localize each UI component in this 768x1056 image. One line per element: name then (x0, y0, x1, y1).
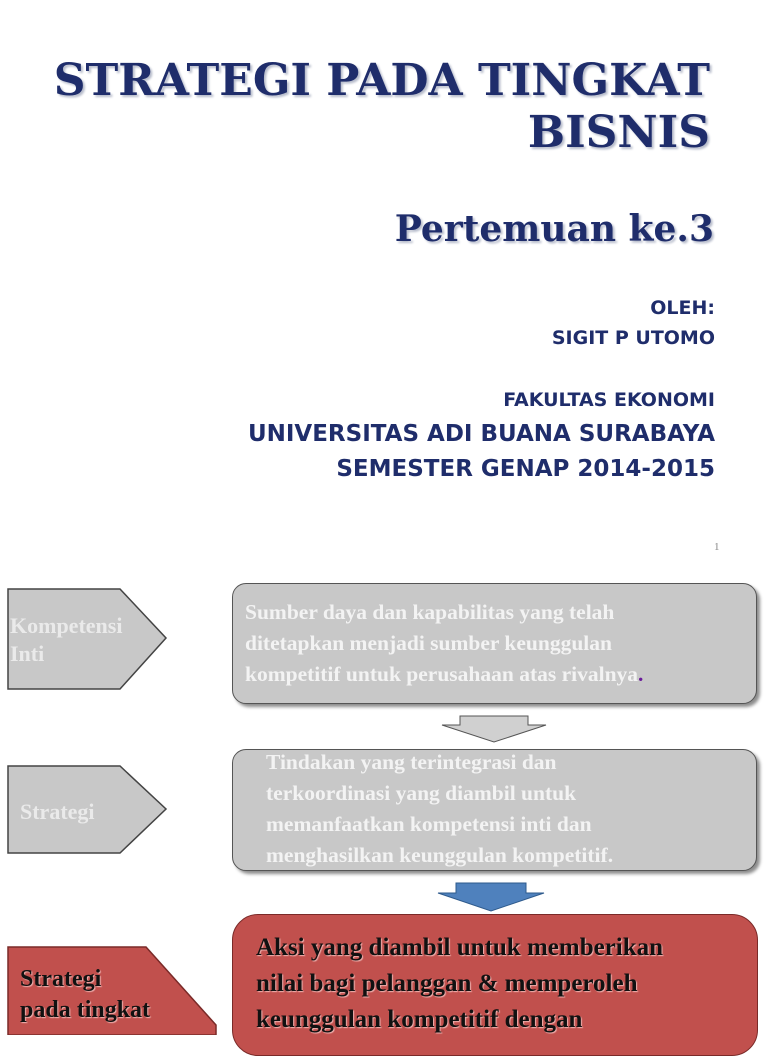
text-line: terkoordinasi yang diambil untuk (266, 781, 577, 805)
down-arrow-icon (438, 715, 550, 743)
text-line: ditetapkan menjadi sumber keunggulan (245, 631, 612, 655)
title-line-1: STRATEGI PADA TINGKAT (53, 55, 710, 106)
text-line: nilai bagi pelanggan & memperoleh (256, 970, 638, 997)
text-line: kompetitif untuk perusahaan atas rivalnya (245, 662, 639, 686)
semester-text: SEMESTER GENAP 2014-2015 (336, 456, 715, 482)
page-number: 1 (714, 541, 720, 553)
label-line: Inti (10, 641, 45, 666)
text-line: keunggulan kompetitif dengan (256, 1006, 583, 1033)
university-name: UNIVERSITAS ADI BUANA SURABAYA (247, 421, 715, 447)
label-strategi-tingkat (20, 964, 150, 1026)
text-line: memanfaatkan kompetensi inti dan (266, 812, 592, 836)
down-arrow-icon (434, 882, 548, 912)
text-kompetensi (245, 597, 750, 690)
text-line: Aksi yang diambil untuk memberikan (256, 934, 664, 961)
label-line: Kompetensi (10, 613, 123, 638)
slide-subtitle: Pertemuan ke.3 (394, 208, 714, 250)
slide-title (30, 55, 710, 159)
text-line: Sumber daya dan kapabilitas yang telah (245, 600, 615, 624)
text-end: . (638, 662, 644, 686)
label-kompetensi-inti (10, 612, 122, 668)
author-name: SIGIT P UTOMO (551, 327, 715, 349)
text-strategi (266, 747, 751, 871)
label-line: Strategi (20, 966, 102, 992)
oleh-label: OLEH: (650, 297, 715, 319)
label-strategi: Strategi (20, 799, 95, 824)
text-strategi-tingkat-bisnis (256, 930, 756, 1038)
text-line: menghasilkan keunggulan kompetitif. (266, 843, 614, 867)
faculty-name: FAKULTAS EKONOMI (503, 389, 715, 411)
text-line: Tindakan yang terintegrasi dan (266, 750, 557, 774)
label-line: pada tingkat (20, 997, 151, 1023)
title-line-2: BISNIS (527, 107, 710, 158)
